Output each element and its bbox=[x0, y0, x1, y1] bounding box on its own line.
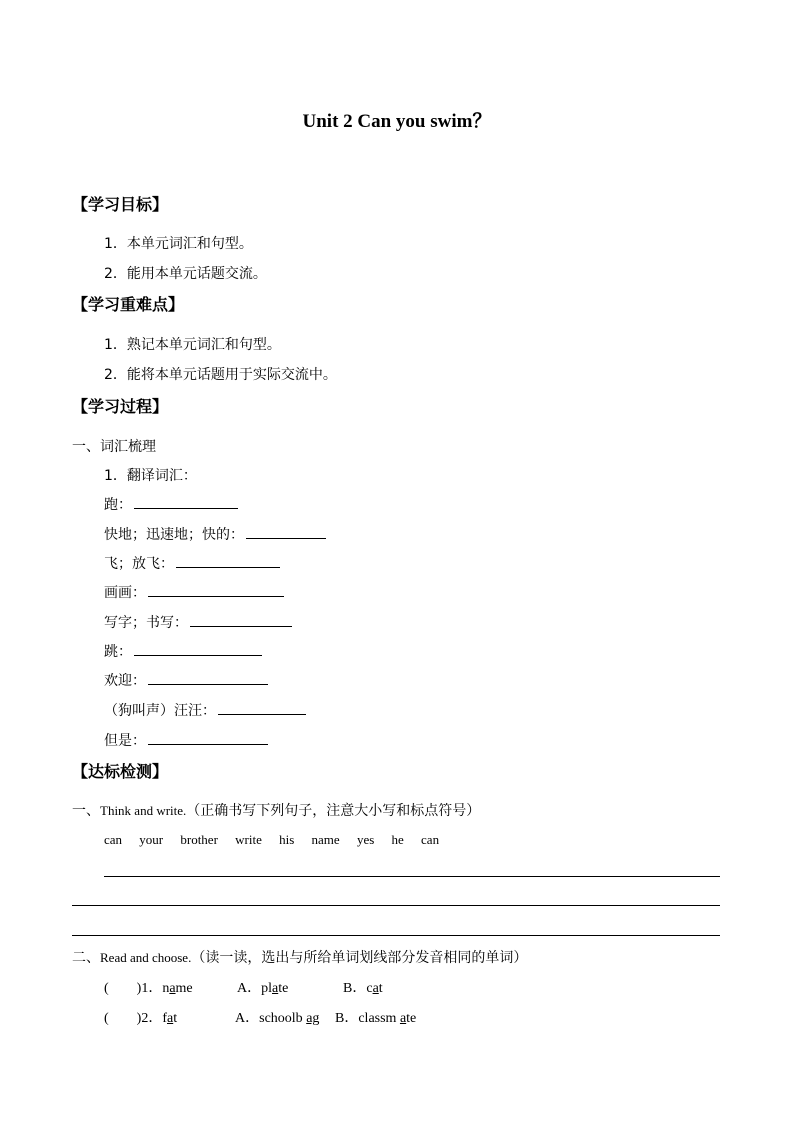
vocab-label: 画画： bbox=[104, 585, 146, 601]
vocab-label: 写字；书写： bbox=[104, 615, 188, 631]
vocab-label: 跳： bbox=[104, 644, 132, 660]
vocab-label: 但是： bbox=[104, 733, 146, 749]
sub1-title: 1．翻译词汇： bbox=[104, 468, 197, 484]
vocab-label: 欢迎： bbox=[104, 673, 146, 689]
answer-blank[interactable] bbox=[246, 524, 326, 539]
answer-blank[interactable] bbox=[134, 641, 262, 656]
vocab-label: 快地；迅速地；快的： bbox=[104, 527, 244, 543]
option-a[interactable]: A．schoolb ag bbox=[235, 1011, 320, 1026]
writing-line[interactable] bbox=[72, 905, 720, 906]
vocab-label: 飞；放飞： bbox=[104, 556, 174, 572]
writing-line[interactable] bbox=[72, 935, 720, 936]
vocab-item bbox=[104, 524, 326, 544]
q1-title-en: Think and write. bbox=[100, 803, 187, 818]
vocab-item bbox=[104, 612, 292, 632]
page-title: Unit 2 Can you swim？ bbox=[302, 111, 492, 132]
vocab-item bbox=[104, 670, 268, 690]
key-points-heading: 【学习重难点】 bbox=[72, 295, 185, 314]
vocab-label: （狗叫声）汪汪： bbox=[104, 703, 216, 719]
answer-blank[interactable] bbox=[148, 582, 284, 597]
target-word: name bbox=[162, 981, 193, 996]
key-point-item: 2．能将本单元话题用于实际交流中。 bbox=[104, 367, 337, 383]
objective-item: 2．能用本单元话题交流。 bbox=[104, 266, 267, 282]
answer-paren[interactable]: ( )2． bbox=[104, 1011, 163, 1026]
vocab-item bbox=[104, 553, 280, 573]
answer-blank[interactable] bbox=[176, 553, 280, 568]
answer-blank[interactable] bbox=[218, 700, 306, 715]
option-b[interactable]: B．classm ate bbox=[335, 1011, 417, 1026]
q1-prefix: 一、 bbox=[72, 803, 100, 819]
choice-row bbox=[104, 1007, 177, 1027]
option-b[interactable]: B．cat bbox=[343, 981, 383, 996]
answer-blank[interactable] bbox=[148, 730, 268, 745]
answer-paren[interactable]: ( )1． bbox=[104, 981, 163, 996]
q2-title-cn: （读一读，选出与所给单词划线部分发音相同的单词） bbox=[191, 950, 528, 966]
part1-title: 一、词汇梳理 bbox=[72, 439, 156, 455]
answer-blank[interactable] bbox=[134, 494, 238, 509]
q2-prefix: 二、 bbox=[72, 950, 100, 966]
answer-blank[interactable] bbox=[190, 612, 292, 627]
vocab-item bbox=[104, 700, 306, 720]
process-heading: 【学习过程】 bbox=[72, 397, 169, 416]
vocab-label: 跑： bbox=[104, 497, 132, 513]
target-word: fat bbox=[162, 1011, 178, 1026]
writing-line[interactable] bbox=[104, 876, 720, 877]
question1-title bbox=[72, 800, 480, 820]
vocab-item bbox=[104, 730, 268, 750]
answer-blank[interactable] bbox=[148, 670, 268, 685]
option-a[interactable]: A．plate bbox=[237, 981, 289, 996]
q1-title-cn: （正确书写下列句子，注意大小写和标点符号） bbox=[186, 803, 481, 819]
scrambled-words: can your brother write his name yes he can bbox=[104, 832, 440, 847]
vocab-item bbox=[104, 494, 238, 514]
assessment-heading: 【达标检测】 bbox=[72, 762, 169, 781]
choice-row bbox=[104, 977, 193, 997]
objective-item: 1．本单元词汇和句型。 bbox=[104, 236, 253, 252]
vocab-item bbox=[104, 641, 262, 661]
question2-title bbox=[72, 947, 527, 967]
vocab-item bbox=[104, 582, 284, 602]
key-point-item: 1．熟记本单元词汇和句型。 bbox=[104, 337, 281, 353]
q2-title-en: Read and choose. bbox=[100, 950, 192, 965]
objectives-heading: 【学习目标】 bbox=[72, 195, 169, 214]
